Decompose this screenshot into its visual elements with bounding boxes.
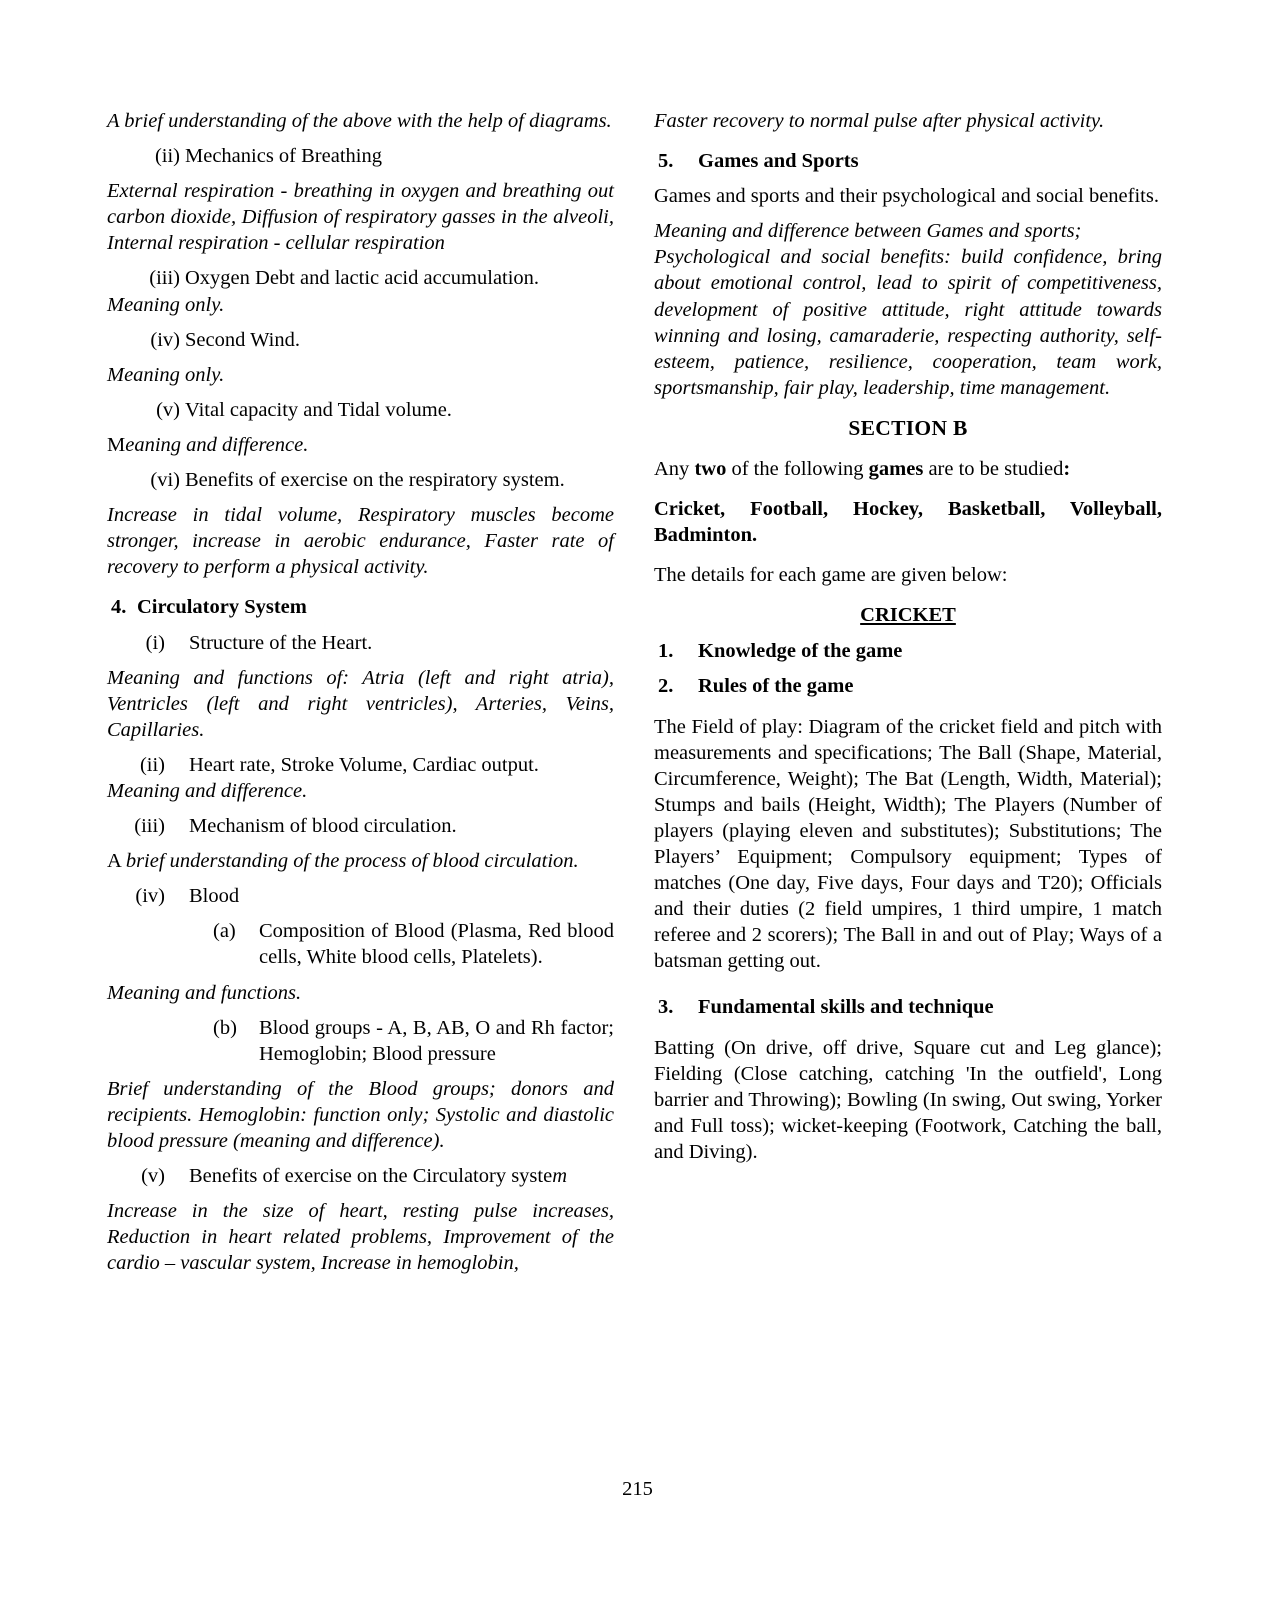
spacer [107,971,614,980]
cricket-heading-text: CRICKET [860,604,956,627]
spacer [107,909,614,918]
spacer [107,493,614,502]
section5-note-2: Psychological and social benefits: build confidence, bring about emotional control, lead to spirit of competitiveness, development of positive attitude, right attitude towards winning and losing, camaraderie, respecting authority, self-esteem, patience, resilience, cooperation, team work, sportsmanship, fair play, leadership, time management. [654,246,1162,399]
section-number: 4. [111,596,127,619]
spacer [654,442,1162,456]
note-rest: eaning and difference. [125,433,309,456]
cricket-item-knowledge [654,638,1162,664]
note-lead-char: A [107,850,126,873]
spacer [107,580,614,594]
cricket-item-rules [654,673,1162,699]
spacer [654,588,1162,602]
list-item-note: External respiration - breathing in oxygen and breathing out carbon dioxide, Diffusion of respiratory gasses in the alveoli, Internal respiration - cellular respiration [107,180,614,255]
intro-italic-note: A brief understanding of the above with the help of diagrams. [107,110,612,132]
list-item [107,327,614,353]
spacer [654,134,1162,148]
intro-colon: : [1063,457,1071,480]
list-numeral: (iii) [149,267,180,290]
spacer [654,482,1162,496]
spacer [107,423,614,432]
spacer [654,401,1162,415]
spacer [654,664,1162,673]
spacer [107,743,614,752]
spacer [654,974,1162,994]
list-text-lead: Benefits of exercise on the Circulatory syste [189,1165,553,1188]
spacer [107,388,614,397]
sub-list-text: Blood groups - A, B, AB, O and Rh factor; Hemoglobin; Blood pressure [259,1016,614,1065]
right-column [654,108,1162,1276]
list-item-note: Meaning and difference. [107,779,308,802]
list-item-text: Structure of the Heart. [189,631,373,654]
list-item [107,265,614,291]
list-text-tail: m [552,1165,568,1188]
list-item-text: Oxygen Debt and lactic acid accumulation. [185,267,540,290]
spacer [107,169,614,178]
details-line: The details for each game are given below: [654,564,1008,587]
cricket-item-title: Knowledge of the game [698,640,903,663]
spacer [107,134,614,143]
list-item [107,1163,614,1189]
section-number: 5. [658,150,674,173]
games-list: Cricket, Football, Hockey, Basketball, Volleyball, Badminton. [654,498,1162,547]
spacer [107,1154,614,1163]
list-item-text: Benefits of exercise on the respiratory system. [185,469,565,492]
spacer [107,656,614,665]
spacer [654,629,1162,638]
list-item-text [189,1163,614,1189]
sub-list-note: Brief understanding of the Blood groups; donors and recipients. Hemoglobin: function only; Systolic and diastolic blood pressure (meaning and difference). [107,1077,614,1152]
list-numeral: (vi) [150,469,180,492]
spacer [107,804,614,813]
list-item-text: Blood [189,885,240,908]
sub-list-letter: (b) [213,1016,237,1039]
list-item-note: Meaning only. [107,363,225,386]
list-item-note: Increase in the size of heart, resting pulse increases, Reduction in heart related problems, Improvement of the cardio – vascular system, Increase in hemoglobin, [107,1200,614,1275]
sub-list-text: Composition of Blood (Plasma, Red blood cells, White blood cells, Platelets). [259,920,614,969]
section-b-heading: SECTION B [848,415,968,440]
section-heading-circulatory [107,594,614,620]
cricket-item-number: 3. [658,996,674,1019]
list-item-text: Mechanism of blood circulation. [189,815,457,838]
list-item-text: Second Wind. [185,328,300,351]
cricket-item-title: Rules of the game [698,675,854,698]
list-item [107,143,614,169]
sub-list-letter: (a) [213,920,236,943]
list-numeral: (ii) [154,145,180,168]
spacer [107,256,614,265]
list-numeral: (iv) [150,328,180,351]
section-title: Circulatory System [137,596,307,619]
list-item-note [107,432,614,458]
list-item [107,752,614,778]
sub-list-note: Meaning and functions. [107,981,302,1004]
page-number: 215 [622,1478,653,1500]
spacer [654,209,1162,218]
list-item-note: Meaning only. [107,293,225,316]
left-column [107,108,614,1276]
cricket-item-number: 1. [658,640,674,663]
spacer [654,700,1162,714]
list-item [107,397,614,423]
spacer [107,1067,614,1076]
list-item [107,467,614,493]
spacer [107,621,614,630]
list-item-text: Mechanics of Breathing [185,145,382,168]
list-numeral: (v) [156,398,180,421]
cricket-item-skills [654,994,1162,1020]
list-item-text: Heart rate, Stroke Volume, Cardiac output. [189,753,539,776]
cricket-rules-body: The Field of play: Diagram of the cricket field and pitch with measurements and specifications; The Ball (Shape, Material, Circumference, Weight); The Bat (Length, Width, Material); Stumps and bails (Height, Width); The Players (Number of players (playing eleven and substitutes); Substitutions; The Players’ Equipment; Compulsory equipment; Types of matches (One day, Five days, Four days and T20); Officials and their duties (2 field umpires, 1 third umpire, 1 match referee and 2 scorers); The Ball in and out of Play; Ways of a batsman getting out. [654,715,1162,973]
spacer [107,839,614,848]
sub-list-item [213,918,614,970]
section-heading-games-and-sports [654,148,1162,174]
list-item [107,813,614,839]
two-column-layout [107,108,1162,1276]
continuation-italic-note: Faster recovery to normal pulse after physical activity. [654,110,1105,132]
intro-bold-games: games [868,457,924,480]
cricket-heading [654,602,1162,629]
list-item-note: Meaning and functions of: Atria (left and right atria), Ventricles (left and right ventricles), Arteries, Veins, Capillaries. [107,666,614,741]
intro-part-1: Any [654,457,695,480]
intro-part-2: of the following [726,457,869,480]
spacer [107,353,614,362]
list-item-note: Increase in tidal volume, Respiratory muscles become stronger, increase in aerobic endurance, Faster rate of recovery to perform a physical activity. [107,504,614,579]
spacer [654,174,1162,183]
note-rest: brief understanding of the process of blood circulation. [125,850,579,873]
spacer [107,318,614,327]
spacer [107,874,614,883]
cricket-skills-body: Batting (On drive, off drive, Square cut and Leg glance); Fielding (Close catching, catching 'In the outfield', Long barrier and Throwing); Bowling (In swing, Out swing, Yorker and Full toss); wicket-keeping (Footwork, Catching the ball, and Diving). [654,1036,1162,1163]
list-numeral: (i) [145,631,165,654]
section-b-intro [654,456,1162,482]
section5-body: Games and sports and their psychological and social benefits. [654,185,1159,208]
list-numeral: (iii) [134,815,165,838]
spacer [107,1189,614,1198]
sub-list-item [213,1015,614,1067]
cricket-item-number: 2. [658,675,674,698]
list-item [107,883,614,909]
intro-part-3: are to be studied [923,457,1064,480]
list-item-note [107,848,614,874]
list-numeral: (v) [141,1165,165,1188]
list-numeral: (ii) [139,753,165,776]
spacer [107,458,614,467]
section-title: Games and Sports [698,150,859,173]
spacer [107,1006,614,1015]
cricket-item-title: Fundamental skills and technique [698,996,994,1019]
intro-bold-two: two [694,457,727,480]
list-item [107,630,614,656]
list-numeral: (iv) [135,885,165,908]
spacer [654,1021,1162,1035]
section5-note-1: Meaning and difference between Games and sports; [654,220,1082,243]
note-lead-char: M [107,433,126,456]
list-item-text: Vital capacity and Tidal volume. [185,398,452,421]
spacer [654,548,1162,562]
